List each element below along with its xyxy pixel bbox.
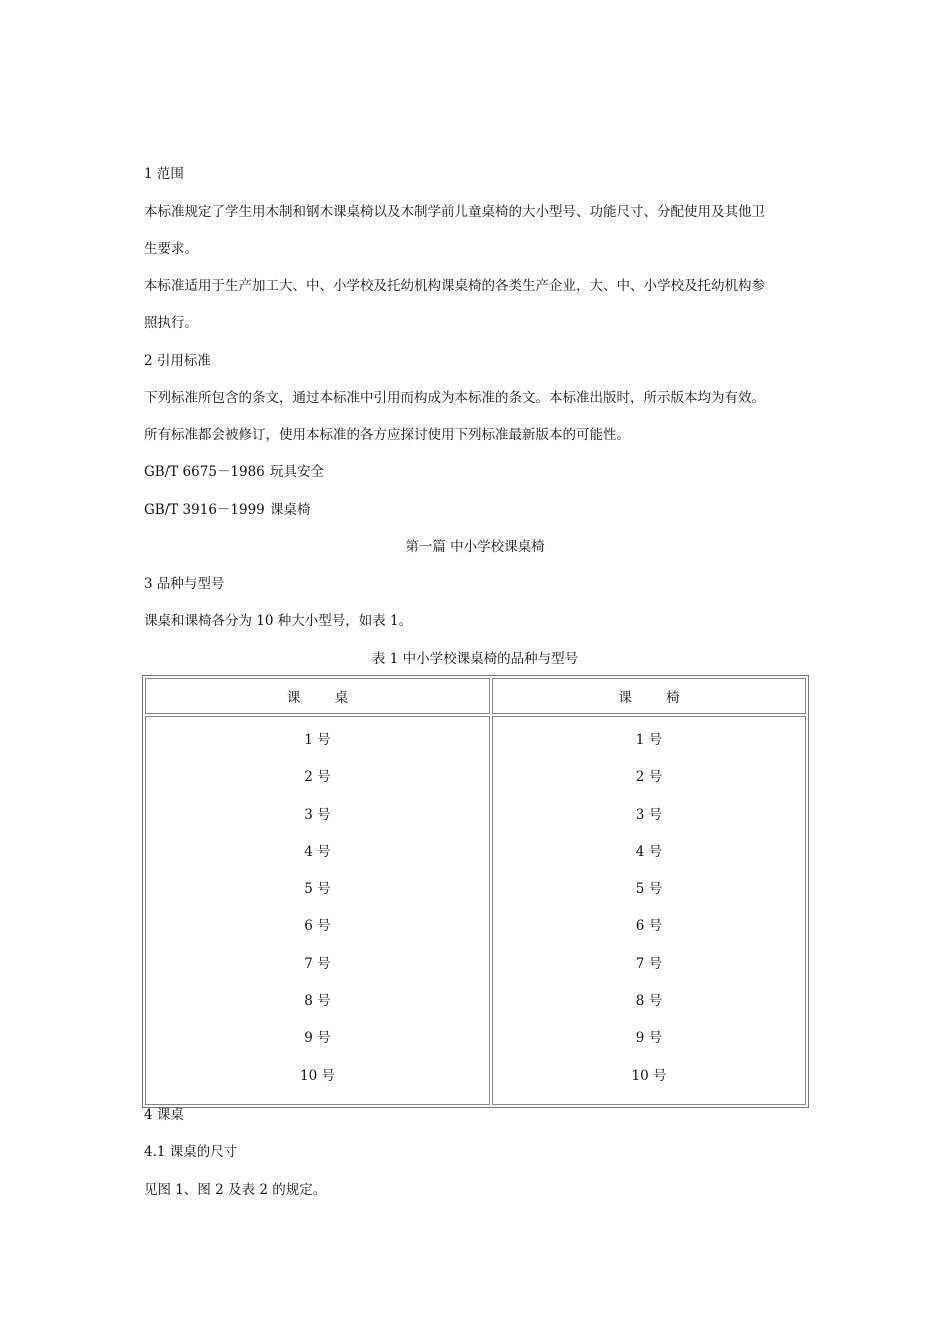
section-1-paragraph-1-line-2: 生要求。 [144, 241, 198, 257]
section-2-paragraph-line-2: 所有标准都会被修订，使用本标准的各方应探讨使用下列标准最新版本的可能性。 [144, 427, 630, 443]
table-header-row [145, 678, 806, 714]
section-2-paragraph-line-1: 下列标准所包含的条文，通过本标准中引用而构成为本标准的条文。本标准出版时，所示版本均为有效。 [144, 390, 765, 406]
desk-size: 8 号 [304, 993, 331, 1010]
chair-size: 2 号 [635, 769, 663, 786]
table-1 [142, 675, 809, 1108]
desk-sizes-column [145, 716, 490, 1105]
reference-code: GB/T 6675－1986 [144, 464, 265, 480]
section-2-heading: 2 引用标准 [144, 353, 211, 369]
reference-title: 玩具安全 [270, 464, 324, 480]
section-3-heading: 3 品种与型号 [144, 576, 225, 592]
table-1-caption: 表 1 中小学校课桌椅的品种与型号 [371, 651, 579, 667]
section-1-heading: 1 范围 [144, 166, 184, 182]
chair-size: 10 号 [631, 1067, 667, 1084]
desk-size: 2 号 [304, 769, 331, 786]
section-4-heading: 4 课桌 [144, 1107, 184, 1123]
chair-size: 8 号 [635, 993, 663, 1010]
table-header-chair [492, 678, 806, 714]
section-1-paragraph-1-line-1: 本标准规定了学生用木制和钢木课桌椅以及木制学前儿童桌椅的大小型号、功能尺寸、分配使用及其他卫 [144, 204, 765, 220]
chair-size: 9 号 [635, 1030, 663, 1047]
section-1-paragraph-2-line-2: 照执行。 [144, 315, 198, 331]
desk-size: 4 号 [304, 843, 331, 860]
section-4-1-heading: 4.1 课桌的尺寸 [144, 1144, 238, 1160]
desk-size: 5 号 [304, 881, 331, 898]
desk-size: 1 号 [304, 732, 331, 748]
chair-size: 6 号 [635, 918, 663, 935]
reference-code: GB/T 3916－1999 [144, 502, 265, 518]
section-3-paragraph: 课桌和课椅各分为 10 种大小型号，如表 1。 [144, 613, 413, 629]
chair-size: 4 号 [635, 843, 663, 860]
table-header-desk [145, 678, 490, 714]
reference-item [144, 501, 311, 519]
reference-item [144, 463, 324, 481]
desk-size: 3 号 [304, 806, 331, 823]
reference-title: 课桌椅 [270, 502, 311, 518]
section-1-paragraph-2-line-1: 本标准适用于生产加工大、中、小学校及托幼机构课桌椅的各类生产企业，大、中、小学校及托幼机构参 [144, 278, 765, 294]
table-header-desk-label: 课 桌 [286, 690, 349, 706]
chair-sizes-column [492, 716, 806, 1105]
desk-size: 6 号 [304, 918, 331, 935]
desk-size: 9 号 [304, 1030, 331, 1047]
chair-size: 1 号 [635, 732, 663, 748]
desk-size: 10 号 [300, 1067, 335, 1084]
chair-size: 5 号 [635, 881, 663, 898]
chair-size: 7 号 [635, 955, 663, 972]
section-4-1-paragraph: 见图 1、图 2 及表 2 的规定。 [144, 1182, 327, 1198]
table-body-row [145, 716, 806, 1105]
chair-size: 3 号 [635, 806, 663, 823]
desk-size: 7 号 [304, 955, 331, 972]
part-title: 第一篇 中小学校课桌椅 [405, 539, 545, 555]
table-header-chair-label: 课 椅 [618, 690, 680, 706]
